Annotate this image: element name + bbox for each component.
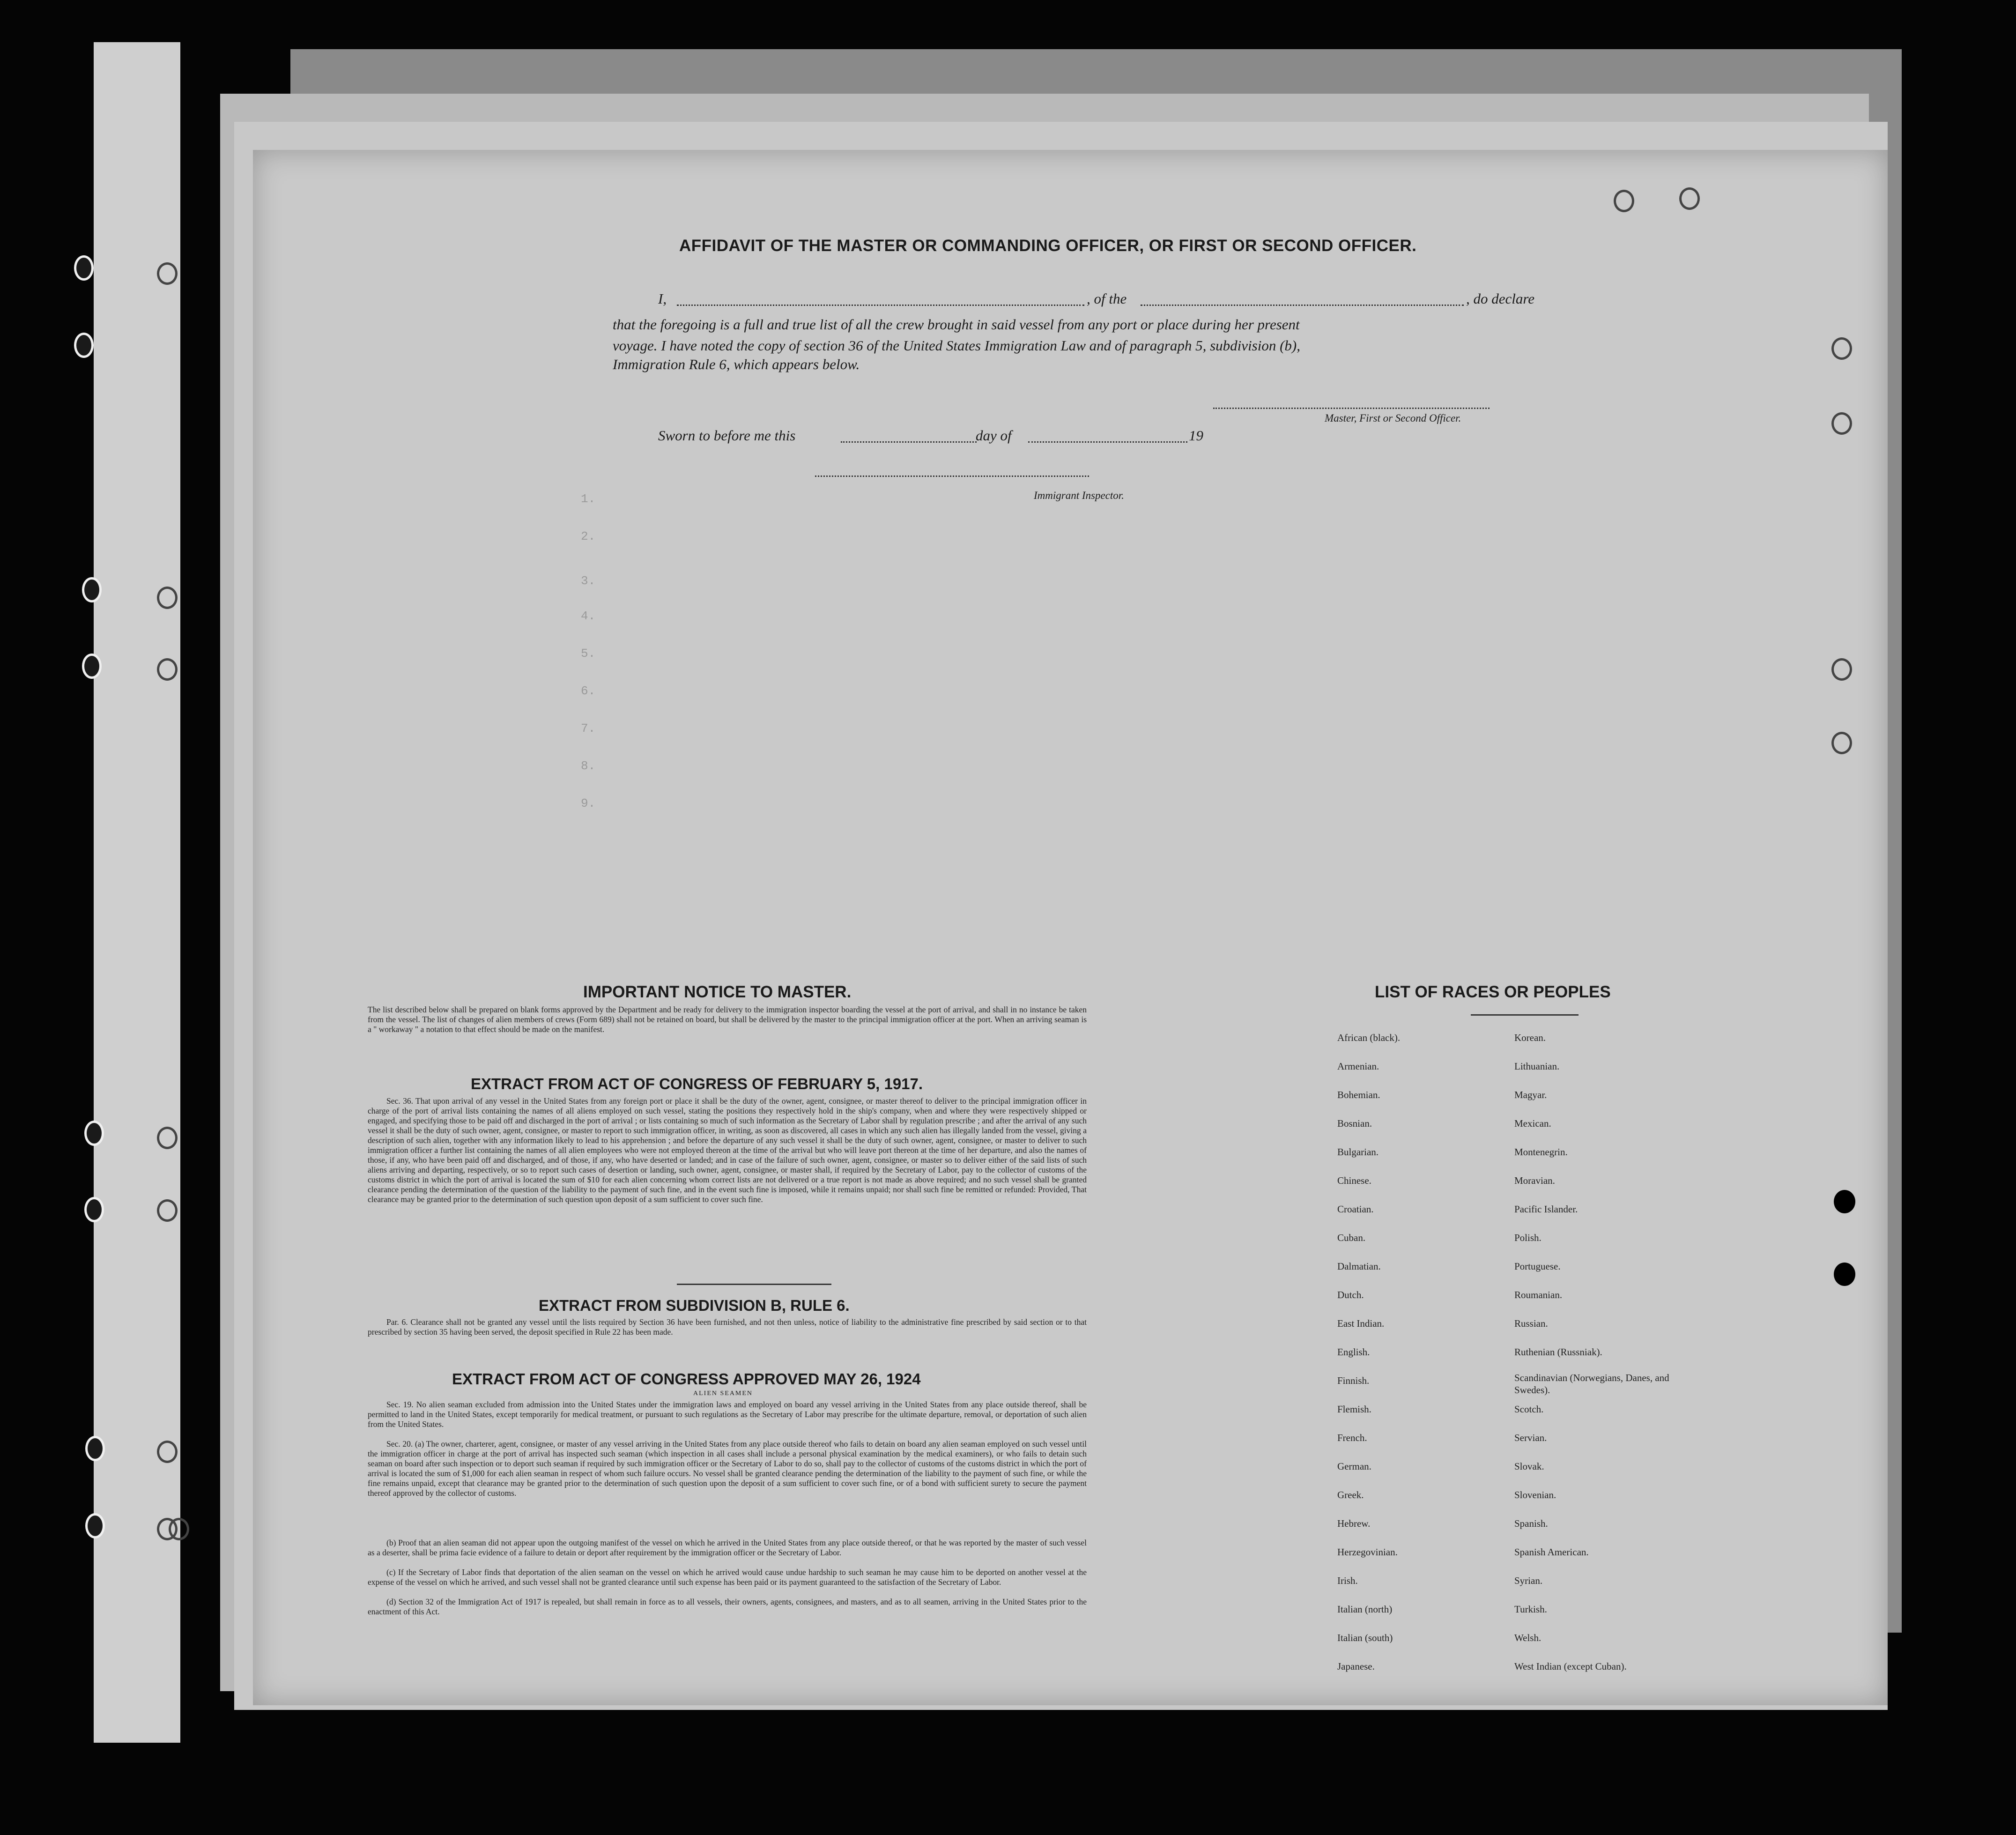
- affidavit-line-2: voyage. I have noted the copy of section 36 of the United States Immigration Law and of paragraph 5, subdivision (b),: [613, 337, 1300, 354]
- race-item: Slovenian.: [1514, 1489, 1556, 1501]
- punch-hole-icon: [157, 1199, 178, 1222]
- race-item: English.: [1337, 1346, 1370, 1358]
- race-item: Dutch.: [1337, 1289, 1364, 1300]
- race-item: Japanese.: [1337, 1661, 1375, 1672]
- punch-hole-icon: [82, 654, 102, 679]
- extract-1924-sec20d: (d) Section 32 of the Immigration Act of 1917 is repealed, but shall remain in force as to all vessels, their owners, agents, consignees, and masters, and as to all seamen, arriving in the United States prior to the enactment of this Act.: [368, 1597, 1087, 1616]
- notice-text: The list described below shall be prepared on blank forms approved by the Department and be ready for delivery to the immigration inspector boarding the vessel at the port of arrival, and shall in no instance be taken from the vessel. The list of changes of alien members of crews (Form 689) shall not be retained on board, but shall be delivered by the master to the principal immigration officer at the port. When an arriving seaman is a " workaway " a notation to that effect should be made on the manifest.: [368, 1005, 1087, 1034]
- race-item: Spanish American.: [1514, 1546, 1589, 1558]
- race-item: African (black).: [1337, 1032, 1401, 1043]
- master-signature-line: [1213, 408, 1490, 409]
- race-item: Pacific Islander.: [1514, 1204, 1578, 1215]
- punch-hole-icon: [1831, 732, 1852, 754]
- race-item: Moravian.: [1514, 1175, 1555, 1186]
- race-item: Finnish.: [1337, 1375, 1370, 1386]
- race-item: French.: [1337, 1432, 1367, 1443]
- vessel-blank-line: [1141, 305, 1464, 306]
- extract-1917-text: Sec. 36. That upon arrival of any vessel in the United States from any foreign port or place it shall be the duty of the owner, agent, consignee, or master thereof to deliver to the principal immigration officer in charge of the port of arrival lists containing the names of all aliens employed on such vessel, stating the positions they respectively hold in the ship's company, when and where they were respectively shipped or engaged, and specifying those to be paid off and discharged in the port of arrival ; or lists containing so much of such information as the Secretary of Labor shall by regulation prescribe ; and after the arrival of any such vessel it shall be the duty of such owner, agent, consignee, or master to report to such immigration officer, in writing, as soon as discovered, all cases in which any such alien has illegally landed from the vessel, giving a description of such alien, together with any information likely to lead to his apprehension ; and before the departure of any such vessel it shall be the duty of such owner, agent, consignee, or master to deliver to such immigration officer a further list containing the names of all alien employees who were not employed thereon at the time of the arrival but who will leave port thereon at the time of her departure, and also the names of those, if any, who have been paid off and discharged, and of those, if any, who have deserted or landed; and in case of the failure of such owner, agent, consignee, or master so to deliver either of the said lists of such aliens arriving and departing, respectively, or so to report such cases of desertion or landing, such owner, agent, consignee, or master shall, if required by the Secretary of Labor, pay to the collector of customs of the customs district in which the port of arrival is located the sum of $10 for each alien concerning whom correct lists are not delivered or a true report is not made as above required; and no such vessel shall be granted clearance pending the determination of the question of the liability to the payment of such fine, and in the event such fine is imposed, while it remains unpaid; nor shall such fine be remitted or refunded: Provided, That clearance may be granted prior to the determination of such question upon deposit of a sum sufficient to cover such fine.: [368, 1096, 1087, 1204]
- left-page-edge: [94, 42, 180, 1743]
- race-item: Greek.: [1337, 1489, 1364, 1501]
- day-of-text: day of: [976, 427, 1012, 444]
- race-item: Hebrew.: [1337, 1518, 1371, 1529]
- affidavit-line-1: that the foregoing is a full and true list of all the crew brought in said vessel from any port or place during her present: [613, 316, 1300, 333]
- race-item: Mexican.: [1514, 1118, 1551, 1129]
- punch-hole-icon: [157, 1127, 178, 1149]
- race-item: Scandinavian (Norwegians, Danes, and Swedes).: [1514, 1372, 1669, 1396]
- race-item: Montenegrin.: [1514, 1146, 1568, 1158]
- extract-1924-sec20b: (b) Proof that an alien seaman did not appear upon the outgoing manifest of the vessel on which he arrived in the United States from any place outside thereof, or that he was reported by the master of such vessel as a deserter, shall be prima facie evidence of a failure to detain or deport after requirement by the immigration officer or the Secretary of Labor.: [368, 1538, 1087, 1557]
- punch-hole-icon: [169, 1518, 189, 1540]
- affidavit-i-word: I,: [658, 290, 667, 307]
- extract-1924-sec19: Sec. 19. No alien seaman excluded from admission into the United States under the immigration laws and employed on board any vessel arriving in the United States from any place outside thereof, shall be permitted to land in the United States, except temporarily for medical treatment, or pursuant to such regulations as the Secretary of Labor may prescribe for the ultimate departure, removal, or deportation of such alien from the United States.: [368, 1400, 1087, 1429]
- race-item: Bosnian.: [1337, 1118, 1372, 1129]
- affidavit-line-3: Immigration Rule 6, which appears below.: [613, 356, 860, 372]
- extract-1917-title: EXTRACT FROM ACT OF CONGRESS OF FEBRUARY 5, 1917.: [471, 1075, 923, 1092]
- race-item: Bulgarian.: [1337, 1146, 1379, 1158]
- race-item: Roumanian.: [1514, 1289, 1563, 1300]
- races-title-underline: [1471, 1014, 1579, 1016]
- punch-hole-icon: [1831, 412, 1852, 435]
- punch-hole-icon: [1831, 337, 1852, 360]
- inspector-signature-line: [815, 475, 1089, 477]
- punch-hole-icon: [157, 262, 178, 285]
- punch-hole-icon: [1834, 1263, 1855, 1286]
- punch-hole-icon: [1679, 187, 1700, 210]
- race-item: Scotch.: [1514, 1404, 1544, 1415]
- race-item: Herzegovinian.: [1337, 1546, 1398, 1558]
- race-item: Irish.: [1337, 1575, 1358, 1586]
- punch-hole-icon: [85, 1436, 105, 1461]
- extract-1924-subtitle: ALIEN SEAMEN: [693, 1390, 753, 1397]
- extract-1924-title: EXTRACT FROM ACT OF CONGRESS APPROVED MAY 26, 1924: [452, 1370, 921, 1388]
- race-item: Slovak.: [1514, 1461, 1544, 1472]
- section-divider: [677, 1284, 831, 1285]
- race-item: Armenian.: [1337, 1061, 1379, 1072]
- race-item: Spanish.: [1514, 1518, 1548, 1529]
- race-item: East Indian.: [1337, 1318, 1385, 1329]
- race-item: Italian (south): [1337, 1632, 1393, 1643]
- affidavit-do-declare: , do declare: [1466, 290, 1535, 307]
- punch-hole-icon: [85, 1513, 105, 1538]
- race-item: Cuban.: [1337, 1232, 1366, 1243]
- race-item: Chinese.: [1337, 1175, 1371, 1186]
- punch-hole-icon: [84, 1197, 104, 1222]
- inspector-caption: Immigrant Inspector.: [1034, 490, 1124, 501]
- punch-hole-icon: [74, 333, 94, 358]
- race-item: Polish.: [1514, 1232, 1542, 1243]
- day-blank-line: [841, 441, 977, 443]
- race-item: West Indian (except Cuban).: [1514, 1661, 1627, 1672]
- extract-1924-sec20: Sec. 20. (a) The owner, charterer, agent, consignee, or master of any vessel arriving in the United States from any place outside thereof who fails to detain on board any alien seaman employed on such vessel until the immigration officer in charge at the port of arrival has inspected such seaman (which inspection in all cases shall include a personal physical examination by the medical examiners), or who fails to detain such seaman on board after such inspection or to deport such seaman if required by such immigration officer or the Secretary of Labor to do so, shall pay to the collector of customs of the customs district in which the port of arrival is located the sum of $1,000 for each alien seaman in respect of whom such failure occurs. No vessel shall be granted clearance pending the determination of the liability to the payment of such fine, or while the fine remains unpaid, except that clearance may be granted prior to the determination of such question upon the deposit of a sum sufficient to cover such fine, or of a bond with sufficient surety to secure the payment thereof approved by the collector of customs.: [368, 1439, 1087, 1498]
- race-item: Bohemian.: [1337, 1089, 1380, 1100]
- punch-hole-icon: [157, 1441, 178, 1463]
- race-item: Croatian.: [1337, 1204, 1374, 1215]
- race-item: German.: [1337, 1461, 1371, 1472]
- race-item: Magyar.: [1514, 1089, 1547, 1100]
- sworn-text: Sworn to before me this: [658, 427, 796, 444]
- name-blank-line: [677, 305, 1084, 306]
- race-item: Russian.: [1514, 1318, 1548, 1329]
- punch-hole-icon: [84, 1121, 104, 1146]
- extract-1924-sec20c: (c) If the Secretary of Labor finds that deportation of the alien seaman on the vessel on which he arrived would cause undue hardship to such seaman he may cause him to be deported on another vessel at the expense of the vessel on which he arrived, and such vessel shall not be granted clearance until such expense has been paid or its payment guaranteed to the satisfaction of the Secretary of Labor.: [368, 1568, 1087, 1587]
- race-item: Dalmatian.: [1337, 1261, 1381, 1272]
- extract-rule-title: EXTRACT FROM SUBDIVISION B, RULE 6.: [539, 1297, 850, 1314]
- punch-hole-icon: [157, 658, 178, 681]
- race-item: Korean.: [1514, 1032, 1546, 1043]
- punch-hole-icon: [157, 587, 178, 609]
- master-caption: Master, First or Second Officer.: [1325, 412, 1461, 424]
- punch-hole-icon: [74, 255, 94, 281]
- notice-title: IMPORTANT NOTICE TO MASTER.: [583, 983, 852, 1001]
- affidavit-of-the: , of the: [1087, 290, 1127, 307]
- race-item: Turkish.: [1514, 1604, 1547, 1615]
- punch-hole-icon: [82, 577, 102, 602]
- punch-hole-icon: [1834, 1190, 1855, 1213]
- affidavit-title: AFFIDAVIT OF THE MASTER OR COMMANDING OFFICER, OR FIRST OR SECOND OFFICER.: [679, 237, 1417, 255]
- race-item: Syrian.: [1514, 1575, 1543, 1586]
- month-blank-line: [1028, 441, 1187, 443]
- year-prefix: 19: [1189, 427, 1203, 444]
- race-item: Portuguese.: [1514, 1261, 1561, 1272]
- race-item: Lithuanian.: [1514, 1061, 1560, 1072]
- race-item: Italian (north): [1337, 1604, 1393, 1615]
- races-title: LIST OF RACES OR PEOPLES: [1375, 983, 1611, 1001]
- race-item: Ruthenian (Russniak).: [1514, 1346, 1602, 1358]
- race-item: Servian.: [1514, 1432, 1547, 1443]
- punch-hole-icon: [1614, 190, 1634, 212]
- extract-rule-text: Par. 6. Clearance shall not be granted any vessel until the lists required by Section 36 have been furnished, and not then unless, notice of liability to the administrative fine prescribed by said section or to that prescribed by section 35 having been served, the deposit specified in Rule 22 has been made.: [368, 1317, 1087, 1337]
- race-item: Welsh.: [1514, 1632, 1542, 1643]
- punch-hole-icon: [1831, 658, 1852, 681]
- race-item: Flemish.: [1337, 1404, 1371, 1415]
